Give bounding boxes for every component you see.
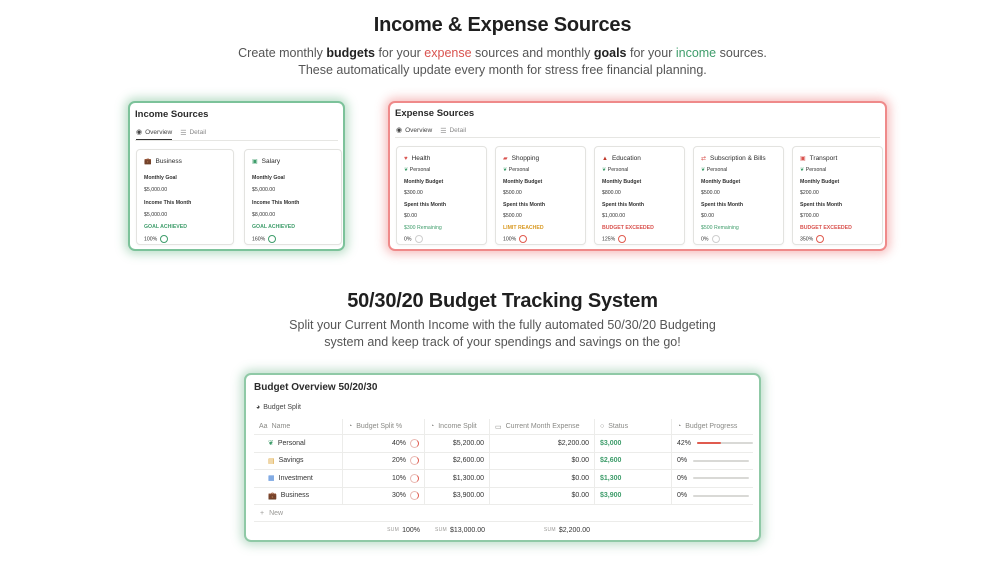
- progress-row: [404, 235, 423, 243]
- tab-detail[interactable]: ☰ Detail: [440, 127, 467, 135]
- cell-expense: $0.00: [490, 488, 595, 505]
- section-title-income-expense: Income & Expense Sources: [373, 14, 632, 36]
- expense-card[interactable]: [495, 146, 586, 245]
- budget-value: $500.00: [503, 190, 522, 196]
- spent-value: $500.00: [503, 213, 522, 219]
- cell-name[interactable]: [254, 488, 343, 505]
- budget-overview-panel: [244, 373, 761, 542]
- row-name: Personal: [277, 439, 306, 447]
- status-text: BUDGET EXCEEDED: [800, 225, 852, 231]
- list-icon: ☰: [440, 127, 447, 135]
- cell-name[interactable]: [254, 453, 343, 470]
- progress-percent: 125%: [602, 236, 616, 243]
- split-value: 30%: [391, 492, 406, 500]
- status-text: $300 Remaining: [404, 225, 442, 231]
- tab-overview[interactable]: ◉ Overview: [396, 126, 432, 138]
- progress-bar: [693, 477, 749, 479]
- formula-icon: ◔: [430, 423, 435, 430]
- card-name: Subscription & Bills: [710, 155, 766, 162]
- panel-title: Budget Overview 50/20/30: [254, 382, 378, 393]
- progress-bar: [697, 442, 753, 444]
- spent-value: $0.00: [701, 213, 714, 219]
- status-text: LIMIT REACHED: [503, 225, 544, 231]
- section-subtitle-line1: Create monthly budgets for your expense sources and monthly goals for your income sources.: [238, 46, 767, 60]
- card-name: Education: [611, 155, 641, 162]
- status-value: $2,600: [600, 457, 622, 465]
- col-income-split[interactable]: ◔ Income Split: [425, 419, 490, 434]
- income-value: $5,000.00: [144, 212, 168, 218]
- row-name: Savings: [278, 457, 304, 465]
- spent-label: Spent this Month: [602, 202, 645, 208]
- spent-label: Spent this Month: [404, 202, 447, 208]
- bus-icon: ▣: [800, 156, 806, 162]
- section-subtitle-line2: These automatically update every month for stress free financial planning.: [298, 63, 707, 77]
- spent-value: $0.00: [404, 213, 417, 219]
- col-name[interactable]: Aa Name: [254, 419, 343, 434]
- income-label: Income This Month: [144, 200, 192, 206]
- progress-ring-icon: [712, 235, 720, 243]
- cell-income: $1,300.00: [425, 470, 490, 487]
- cell-split: [343, 435, 425, 452]
- col-budget-split[interactable]: ◔ Budget Split %: [343, 419, 425, 434]
- cell-income: $2,600.00: [425, 453, 490, 470]
- table-row[interactable]: [254, 435, 753, 453]
- overview-icon: ◉: [136, 129, 143, 136]
- spent-label: Spent this Month: [701, 202, 744, 208]
- type-value: Personal: [508, 167, 530, 173]
- type-value: Personal: [607, 167, 629, 173]
- goal-value: $5,000.00: [252, 187, 276, 193]
- budget-value: $800.00: [602, 190, 621, 196]
- cell-expense: $0.00: [490, 453, 595, 470]
- pie-progress-icon: [410, 474, 419, 483]
- expense-sources-panel: [388, 101, 887, 251]
- progress-percent: 0%: [701, 236, 709, 243]
- card-name: Shopping: [511, 155, 540, 162]
- expense-card[interactable]: [693, 146, 784, 245]
- panel-title: Expense Sources: [395, 108, 475, 119]
- tab-budget-split[interactable]: ◕ Budget Split: [256, 404, 301, 411]
- cell-status: [595, 453, 672, 470]
- cell-status: [595, 435, 672, 452]
- cash-icon: ▣: [252, 159, 258, 165]
- pie-chart-icon: ◕: [256, 404, 261, 411]
- table-row[interactable]: [254, 470, 753, 488]
- cell-name[interactable]: [254, 435, 343, 452]
- leaf-icon: ❦: [602, 167, 608, 173]
- split-value: 40%: [391, 439, 406, 447]
- status-value: $3,900: [600, 492, 622, 500]
- formula-icon: ◔: [348, 423, 353, 430]
- pie-progress-icon: [410, 456, 419, 465]
- card-title: [602, 155, 641, 162]
- leaf-icon: ❦: [800, 167, 806, 173]
- income-card[interactable]: [244, 149, 342, 245]
- progress-percent: 0%: [677, 474, 688, 482]
- budget-value: $200.00: [800, 190, 819, 196]
- cell-expense: $2,200.00: [490, 435, 595, 452]
- panel-title: Income Sources: [135, 109, 209, 120]
- tab-overview[interactable]: ◉ Overview: [136, 128, 172, 140]
- heart-icon: ♥: [404, 155, 408, 162]
- budget-value: $500.00: [701, 190, 720, 196]
- col-status[interactable]: ○ Status: [595, 419, 672, 434]
- cell-split: [343, 470, 425, 487]
- card-name: Business: [155, 158, 182, 165]
- table-row[interactable]: [254, 488, 753, 506]
- progress-bar: [693, 495, 749, 497]
- cell-progress: [672, 470, 753, 487]
- table-row[interactable]: [254, 453, 753, 471]
- spent-label: Spent this Month: [503, 202, 546, 208]
- budget-label: Monthly Budget: [800, 179, 840, 185]
- leaf-icon: ❦: [701, 167, 707, 173]
- status-value: $3,000: [600, 439, 622, 447]
- card-name: Salary: [261, 158, 281, 165]
- income-value: $8,000.00: [252, 212, 276, 218]
- goal-label: Monthly Goal: [252, 175, 285, 181]
- progress-percent: 0%: [677, 457, 688, 465]
- progress-percent: 100%: [503, 236, 517, 243]
- briefcase-icon: 💼: [268, 492, 277, 500]
- progress-row: [503, 235, 527, 243]
- cell-split: [343, 453, 425, 470]
- card-name: Transport: [809, 155, 838, 162]
- cell-split: [343, 488, 425, 505]
- type-tag: [503, 167, 529, 173]
- spent-label: Spent this Month: [800, 202, 843, 208]
- status-icon: ○: [600, 423, 605, 430]
- col-current-expense[interactable]: ▭ Current Month Expense: [490, 419, 595, 434]
- expense-card[interactable]: [792, 146, 883, 245]
- pie-progress-icon: [410, 491, 419, 500]
- leaf-icon: ❦: [404, 167, 410, 173]
- section2-subtitle-line2: system and keep track of your spendings and savings on the go!: [324, 335, 681, 349]
- table-header: [254, 419, 753, 435]
- progress-ring-icon: [415, 235, 423, 243]
- card-title: [252, 158, 280, 165]
- card-title: [404, 155, 430, 162]
- overview-icon: ◉: [396, 127, 403, 134]
- repeat-icon: ⇄: [701, 156, 707, 162]
- cell-progress: [672, 453, 753, 470]
- type-tag: [404, 167, 430, 173]
- piggy-bank-icon: ▤: [268, 457, 275, 465]
- cell-progress: [672, 488, 753, 505]
- col-budget-progress[interactable]: ◔ Budget Progress: [677, 423, 738, 430]
- split-value: 10%: [391, 474, 406, 482]
- pie-progress-icon: [410, 439, 419, 448]
- spent-value: $700.00: [800, 213, 819, 219]
- type-tag: [800, 167, 826, 173]
- expense-card[interactable]: [396, 146, 487, 245]
- income-sources-panel: [128, 101, 345, 251]
- goal-label: Monthly Goal: [144, 175, 177, 181]
- shopping-bag-icon: ▰: [503, 156, 508, 162]
- status-text: BUDGET EXCEEDED: [602, 225, 654, 231]
- sum-row: [254, 522, 753, 538]
- cell-expense: $0.00: [490, 470, 595, 487]
- progress-bar-fill: [697, 442, 721, 444]
- cell-income: $3,900.00: [425, 488, 490, 505]
- sum-income: SUM $13,000.00: [434, 526, 485, 534]
- row-name: Investment: [278, 474, 313, 482]
- briefcase-icon: 💼: [144, 159, 152, 165]
- spent-value: $1,000.00: [602, 213, 626, 219]
- budget-label: Monthly Budget: [701, 179, 741, 185]
- budget-label: Monthly Budget: [503, 179, 543, 185]
- budget-label: Monthly Budget: [404, 179, 444, 185]
- sum-expense: SUM $2,200.00: [543, 526, 590, 534]
- status-text: GOAL ACHIEVED: [144, 224, 187, 230]
- progress-row: [252, 235, 276, 243]
- card-title: [800, 155, 837, 162]
- progress-percent: 0%: [404, 236, 412, 243]
- add-new-row-button[interactable]: + New: [254, 505, 753, 522]
- leaf-icon: ❦: [268, 440, 274, 448]
- row-name: Business: [280, 492, 310, 500]
- progress-percent: 42%: [677, 439, 692, 447]
- cell-name[interactable]: [254, 470, 343, 487]
- budget-table: [254, 419, 753, 538]
- budget-value: $300.00: [404, 190, 423, 196]
- progress-percent: 350%: [800, 236, 814, 243]
- section-title-budget-tracking: 50/30/20 Budget Tracking System: [347, 290, 658, 312]
- progress-row: [602, 235, 626, 243]
- progress-percent: 160%: [252, 236, 266, 243]
- cell-status: [595, 470, 672, 487]
- progress-ring-icon: [519, 235, 527, 243]
- progress-ring-icon: [618, 235, 626, 243]
- tab-detail[interactable]: ☰ Detail: [180, 129, 207, 137]
- card-title: [701, 155, 766, 162]
- type-tag: [602, 167, 628, 173]
- cell-progress: [672, 435, 753, 452]
- progress-row: [144, 235, 168, 243]
- chart-icon: ▦: [268, 475, 275, 483]
- graduation-cap-icon: ▲: [602, 155, 608, 162]
- sum-split: SUM 100%: [387, 526, 420, 534]
- list-icon: ☰: [180, 129, 187, 137]
- progress-bar: [693, 460, 749, 462]
- text-icon: Aa: [259, 423, 268, 430]
- divider: [135, 140, 338, 141]
- view-tabs: [136, 128, 206, 140]
- progress-percent: 100%: [144, 236, 158, 243]
- card-title: [144, 158, 182, 165]
- expense-card[interactable]: [594, 146, 685, 245]
- split-value: 20%: [391, 457, 406, 465]
- status-text: GOAL ACHIEVED: [252, 224, 295, 230]
- divider: [395, 137, 880, 138]
- progress-ring-icon: [816, 235, 824, 243]
- type-tag: [701, 167, 727, 173]
- card-title: [503, 155, 539, 162]
- cell-status: [595, 488, 672, 505]
- progress-row: [800, 235, 824, 243]
- status-text: $500 Remaining: [701, 225, 739, 231]
- section2-subtitle-line1: Split your Current Month Income with the fully automated 50/30/20 Budgeting: [289, 318, 716, 332]
- progress-row: [701, 235, 720, 243]
- income-label: Income This Month: [252, 200, 300, 206]
- progress-ring-icon: [160, 235, 168, 243]
- progress-ring-icon: [268, 235, 276, 243]
- card-name: Health: [411, 155, 431, 162]
- income-card[interactable]: [136, 149, 234, 245]
- type-value: Personal: [706, 167, 728, 173]
- cell-income: $5,200.00: [425, 435, 490, 452]
- goal-value: $5,000.00: [144, 187, 168, 193]
- formula-icon: ◔: [677, 423, 682, 430]
- status-value: $1,300: [600, 474, 622, 482]
- view-tabs: [256, 404, 301, 414]
- leaf-icon: ❦: [503, 167, 509, 173]
- type-value: Personal: [409, 167, 431, 173]
- rollup-icon: ▭: [495, 423, 502, 431]
- plus-icon: +: [260, 509, 265, 517]
- budget-label: Monthly Budget: [602, 179, 642, 185]
- type-value: Personal: [805, 167, 827, 173]
- progress-percent: 0%: [677, 492, 688, 500]
